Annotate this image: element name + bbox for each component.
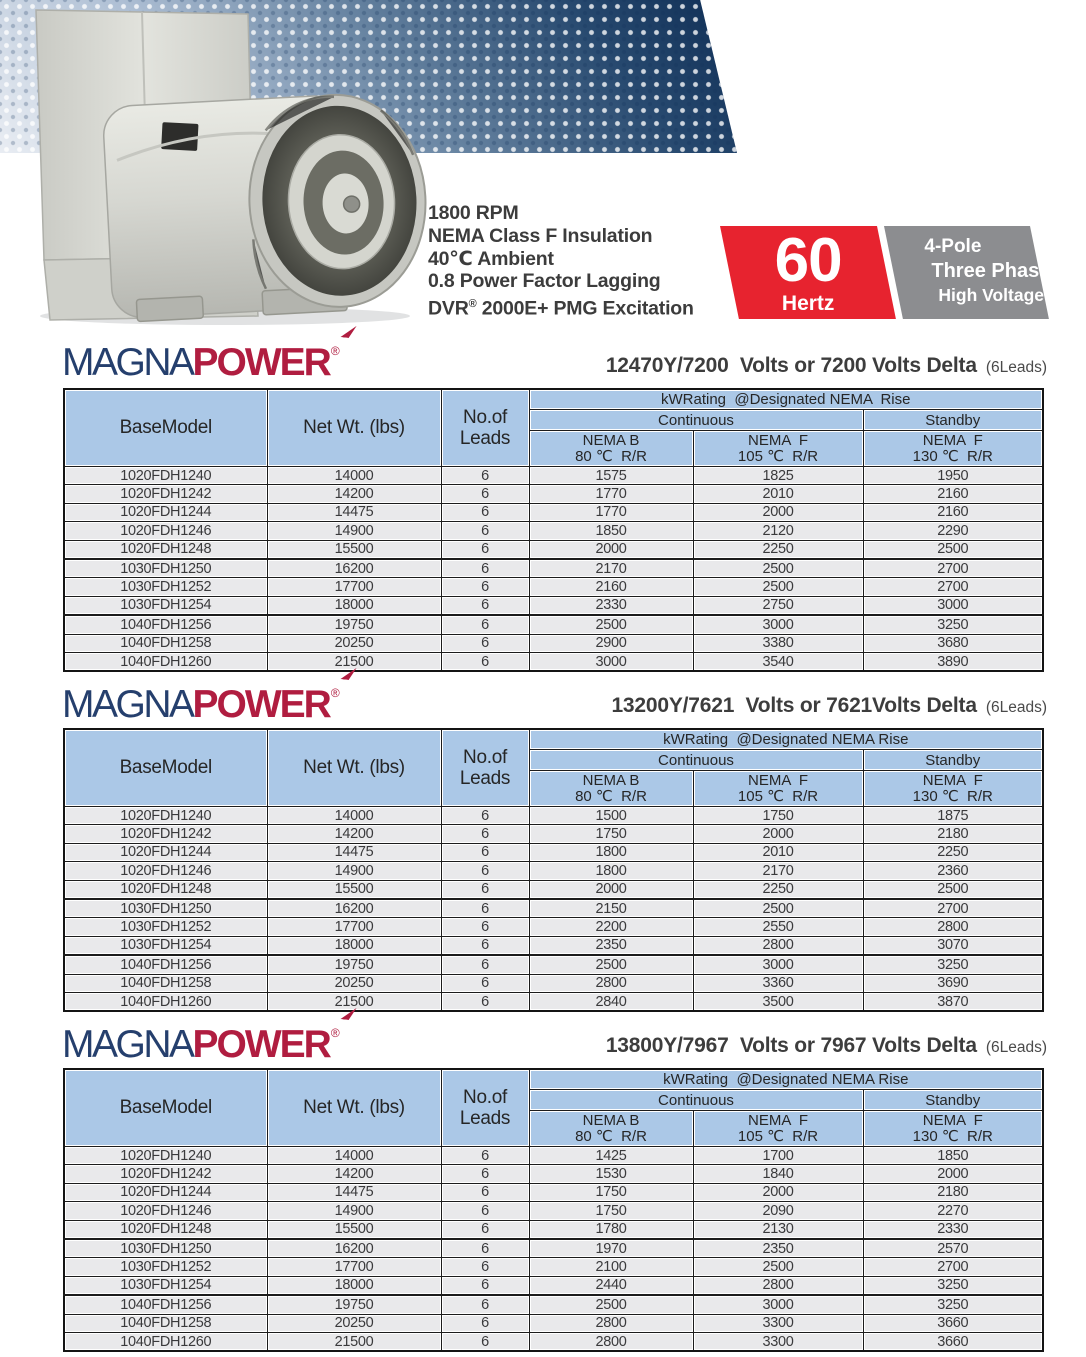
value-cell: 6 [441, 652, 529, 671]
col-header-net-wt: Net Wt. (lbs) [267, 389, 441, 467]
value-cell: 1530 [529, 1165, 693, 1183]
table-row [64, 1332, 1043, 1351]
value-cell: 19750 [267, 1295, 441, 1314]
value-cell: 2330 [529, 596, 693, 615]
value-cell: 1850 [529, 522, 693, 540]
base-model-cell: 1040FDH1256 [64, 615, 267, 634]
value-cell: 1575 [529, 467, 693, 485]
base-model-cell: 1020FDH1240 [64, 807, 267, 825]
table-row [64, 955, 1043, 974]
nema-b-header: NEMA B 80 ℃ R/R [529, 1111, 693, 1147]
value-cell: 6 [441, 974, 529, 992]
value-cell: 6 [441, 578, 529, 596]
value-cell: 6 [441, 955, 529, 974]
value-cell: 14000 [267, 467, 441, 485]
value-cell: 6 [441, 899, 529, 918]
value-cell: 14900 [267, 1202, 441, 1220]
value-cell: 6 [441, 1183, 529, 1201]
table-row [64, 596, 1043, 615]
value-cell: 6 [441, 540, 529, 559]
section-title [606, 354, 1047, 380]
value-cell: 21500 [267, 992, 441, 1011]
value-cell: 2150 [529, 899, 693, 918]
value-cell: 3250 [863, 955, 1043, 974]
value-cell: 6 [441, 918, 529, 936]
spec-line: DVR® 2000E+ PMG Excitation [428, 297, 694, 320]
base-model-cell: 1040FDH1260 [64, 652, 267, 671]
phase-line: Three Phase [931, 260, 1051, 282]
continuous-header: Continuous [529, 410, 863, 431]
value-cell: 2550 [693, 918, 863, 936]
value-cell: 1970 [529, 1239, 693, 1258]
registered-mark: ® [330, 686, 340, 700]
value-cell: 3540 [693, 652, 863, 671]
value-cell: 2800 [529, 1332, 693, 1351]
value-cell: 17700 [267, 578, 441, 596]
value-cell: 15500 [267, 540, 441, 559]
value-cell: 6 [441, 807, 529, 825]
voltage-title: 13200Y/7621 Volts or 7621Volts Delta [611, 694, 977, 717]
value-cell: 6 [441, 596, 529, 615]
value-cell: 2500 [693, 1258, 863, 1276]
value-cell: 21500 [267, 652, 441, 671]
base-model-cell: 1040FDH1258 [64, 634, 267, 652]
col-header-base-model: BaseModel [64, 729, 267, 807]
value-cell: 2180 [863, 1183, 1043, 1201]
table-row [64, 467, 1043, 485]
table-row [64, 559, 1043, 578]
nema-f130-header: NEMA F 130 ℃ R/R [863, 771, 1043, 807]
table-row [64, 503, 1043, 521]
registered-mark: ® [330, 1026, 340, 1040]
value-cell: 2000 [693, 1183, 863, 1201]
value-cell: 16200 [267, 899, 441, 918]
base-model-cell: 1020FDH1248 [64, 540, 267, 559]
value-cell: 2840 [529, 992, 693, 1011]
value-cell: 2100 [529, 1258, 693, 1276]
value-cell: 2500 [693, 578, 863, 596]
magnapower-logo: MAGNA POWER® [62, 1010, 340, 1058]
value-cell: 3890 [863, 652, 1043, 671]
table-row [64, 615, 1043, 634]
base-model-cell: 1040FDH1258 [64, 1314, 267, 1332]
value-cell: 2000 [693, 825, 863, 843]
value-cell: 1825 [693, 467, 863, 485]
value-cell: 15500 [267, 880, 441, 899]
ratings-table-13800 [63, 1068, 1044, 1352]
table-row [64, 825, 1043, 843]
value-cell: 21500 [267, 1332, 441, 1351]
value-cell: 14475 [267, 503, 441, 521]
value-cell: 6 [441, 992, 529, 1011]
value-cell: 3250 [863, 1276, 1043, 1295]
spec-line: NEMA Class F Insulation [428, 224, 653, 247]
value-cell: 2700 [863, 578, 1043, 596]
value-cell: 2160 [863, 503, 1043, 521]
value-cell: 6 [441, 1295, 529, 1314]
value-cell: 17700 [267, 1258, 441, 1276]
value-cell: 1425 [529, 1147, 693, 1165]
base-model-cell: 1030FDH1254 [64, 936, 267, 955]
value-cell: 18000 [267, 1276, 441, 1295]
nema-f105-header: NEMA F 105 ℃ R/R [693, 431, 863, 467]
col-header-leads: No.of Leads [441, 729, 529, 807]
value-cell: 3660 [863, 1332, 1043, 1351]
value-cell: 2800 [863, 918, 1043, 936]
table-row [64, 1147, 1043, 1165]
nema-f130-header: NEMA F 130 ℃ R/R [863, 431, 1043, 467]
table-row [64, 634, 1043, 652]
base-model-cell: 1040FDH1258 [64, 974, 267, 992]
voltage-line: High Voltage [938, 285, 1045, 305]
value-cell: 2800 [529, 974, 693, 992]
value-cell: 2750 [693, 596, 863, 615]
base-model-cell: 1020FDH1244 [64, 503, 267, 521]
base-model-cell: 1030FDH1254 [64, 596, 267, 615]
value-cell: 6 [441, 936, 529, 955]
value-cell: 6 [441, 1165, 529, 1183]
value-cell: 14200 [267, 1165, 441, 1183]
base-model-cell: 1030FDH1250 [64, 559, 267, 578]
value-cell: 2170 [693, 862, 863, 880]
value-cell: 3000 [863, 596, 1043, 615]
base-model-cell: 1040FDH1260 [64, 992, 267, 1011]
table-body [64, 1147, 1043, 1352]
base-model-cell: 1020FDH1244 [64, 843, 267, 861]
table-row [64, 1183, 1043, 1201]
generator-photo [20, 4, 430, 326]
leads-note: (6Leads) [985, 359, 1047, 376]
value-cell: 2350 [693, 1239, 863, 1258]
table-row [64, 974, 1043, 992]
value-cell: 2010 [693, 843, 863, 861]
standby-header: Standby [863, 410, 1043, 431]
value-cell: 2500 [529, 955, 693, 974]
value-cell: 1750 [529, 1202, 693, 1220]
value-cell: 3250 [863, 1295, 1043, 1314]
continuous-header: Continuous [529, 1090, 863, 1111]
value-cell: 20250 [267, 1314, 441, 1332]
table-row [64, 992, 1043, 1011]
value-cell: 2290 [863, 522, 1043, 540]
value-cell: 3300 [693, 1314, 863, 1332]
value-cell: 14900 [267, 522, 441, 540]
value-cell: 2120 [693, 522, 863, 540]
value-cell: 2200 [529, 918, 693, 936]
registered-mark: ® [468, 298, 477, 311]
value-cell: 1770 [529, 485, 693, 503]
value-cell: 3360 [693, 974, 863, 992]
value-cell: 2250 [693, 880, 863, 899]
value-cell: 2000 [693, 503, 863, 521]
value-cell: 14000 [267, 1147, 441, 1165]
value-cell: 14475 [267, 1183, 441, 1201]
table-row [64, 807, 1043, 825]
value-cell: 2270 [863, 1202, 1043, 1220]
value-cell: 6 [441, 825, 529, 843]
kw-rating-header: kWRating @Designated NEMA Rise [529, 1069, 1043, 1090]
table-row [64, 1165, 1043, 1183]
value-cell: 6 [441, 1276, 529, 1295]
nema-b-header: NEMA B 80 ℃ R/R [529, 431, 693, 467]
value-cell: 6 [441, 485, 529, 503]
value-cell: 2360 [863, 862, 1043, 880]
spec-line: 0.8 Power Factor Lagging [428, 270, 661, 293]
value-cell: 2500 [863, 540, 1043, 559]
base-model-cell: 1020FDH1242 [64, 825, 267, 843]
value-cell: 2250 [863, 843, 1043, 861]
value-cell: 1780 [529, 1220, 693, 1239]
value-cell: 6 [441, 634, 529, 652]
table-row [64, 485, 1043, 503]
value-cell: 1750 [529, 1183, 693, 1201]
nema-b-header: NEMA B 80 ℃ R/R [529, 771, 693, 807]
hertz-value: 60 [774, 226, 842, 295]
registered-mark: ® [330, 344, 340, 358]
value-cell: 6 [441, 1202, 529, 1220]
value-cell: 2000 [529, 540, 693, 559]
table-row [64, 862, 1043, 880]
base-model-cell: 1030FDH1250 [64, 899, 267, 918]
table-row [64, 843, 1043, 861]
value-cell: 6 [441, 1314, 529, 1332]
nema-f105-header: NEMA F 105 ℃ R/R [693, 771, 863, 807]
value-cell: 3870 [863, 992, 1043, 1011]
base-model-cell: 1020FDH1248 [64, 880, 267, 899]
ratings-table-13200 [63, 728, 1044, 1012]
magnapower-logo: MAGNA POWER® [62, 670, 340, 718]
col-header-base-model: BaseModel [64, 1069, 267, 1147]
value-cell: 2700 [863, 1258, 1043, 1276]
value-cell: 15500 [267, 1220, 441, 1239]
col-header-net-wt: Net Wt. (lbs) [267, 1069, 441, 1147]
spec-list [428, 202, 728, 320]
value-cell: 20250 [267, 974, 441, 992]
spec-line: 40℃ Ambient [428, 247, 554, 270]
value-cell: 6 [441, 880, 529, 899]
value-cell: 3000 [693, 955, 863, 974]
base-model-cell: 1020FDH1244 [64, 1183, 267, 1201]
value-cell: 2350 [529, 936, 693, 955]
value-cell: 2160 [863, 485, 1043, 503]
base-model-cell: 1030FDH1252 [64, 918, 267, 936]
value-cell: 2800 [693, 936, 863, 955]
value-cell: 1750 [693, 807, 863, 825]
base-model-cell: 1030FDH1250 [64, 1239, 267, 1258]
hertz-label: Hertz [781, 292, 835, 315]
table-row [64, 936, 1043, 955]
value-cell: 2500 [693, 559, 863, 578]
value-cell: 3660 [863, 1314, 1043, 1332]
value-cell: 6 [441, 1332, 529, 1351]
table-row [64, 652, 1043, 671]
base-model-cell: 1020FDH1246 [64, 862, 267, 880]
value-cell: 2500 [529, 1295, 693, 1314]
col-header-net-wt: Net Wt. (lbs) [267, 729, 441, 807]
value-cell: 14200 [267, 485, 441, 503]
base-model-cell: 1020FDH1246 [64, 522, 267, 540]
leads-note: (6Leads) [985, 699, 1047, 716]
value-cell: 2700 [863, 559, 1043, 578]
col-header-leads: No.of Leads [441, 389, 529, 467]
value-cell: 2570 [863, 1239, 1043, 1258]
pole-phase-badge [884, 226, 1049, 319]
value-cell: 2440 [529, 1276, 693, 1295]
flame-icon [340, 324, 356, 338]
table-row [64, 1258, 1043, 1276]
value-cell: 14200 [267, 825, 441, 843]
table-row [64, 1239, 1043, 1258]
value-cell: 2010 [693, 485, 863, 503]
table-row [64, 1276, 1043, 1295]
hertz-badge [720, 226, 896, 319]
value-cell: 3070 [863, 936, 1043, 955]
standby-header: Standby [863, 750, 1043, 771]
value-cell: 6 [441, 522, 529, 540]
value-cell: 2160 [529, 578, 693, 596]
table-body [64, 467, 1043, 672]
value-cell: 2250 [693, 540, 863, 559]
value-cell: 1875 [863, 807, 1043, 825]
value-cell: 1850 [863, 1147, 1043, 1165]
value-cell: 3000 [693, 1295, 863, 1314]
standby-header: Standby [863, 1090, 1043, 1111]
base-model-cell: 1030FDH1252 [64, 578, 267, 596]
section-title [606, 1034, 1047, 1060]
nema-f130-header: NEMA F 130 ℃ R/R [863, 1111, 1043, 1147]
table-row [64, 1295, 1043, 1314]
spec-line: 1800 RPM [428, 202, 519, 224]
value-cell: 6 [441, 559, 529, 578]
value-cell: 1750 [529, 825, 693, 843]
section-title [611, 694, 1047, 720]
table-row [64, 1220, 1043, 1239]
value-cell: 3690 [863, 974, 1043, 992]
base-model-cell: 1040FDH1256 [64, 955, 267, 974]
value-cell: 6 [441, 843, 529, 861]
value-cell: 1700 [693, 1147, 863, 1165]
value-cell: 14475 [267, 843, 441, 861]
col-header-base-model: BaseModel [64, 389, 267, 467]
base-model-cell: 1030FDH1254 [64, 1276, 267, 1295]
kw-rating-header: kWRating @Designated NEMA Rise [529, 389, 1043, 410]
value-cell: 3380 [693, 634, 863, 652]
value-cell: 19750 [267, 615, 441, 634]
value-cell: 6 [441, 503, 529, 521]
continuous-header: Continuous [529, 750, 863, 771]
pole-line: 4-Pole [924, 236, 982, 257]
value-cell: 6 [441, 1220, 529, 1239]
kw-rating-header: kWRating @Designated NEMA Rise [529, 729, 1043, 750]
ratings-table-12470 [63, 388, 1044, 672]
nema-f105-header: NEMA F 105 ℃ R/R [693, 1111, 863, 1147]
value-cell: 18000 [267, 596, 441, 615]
value-cell: 6 [441, 467, 529, 485]
value-cell: 1950 [863, 467, 1043, 485]
value-cell: 6 [441, 615, 529, 634]
table-row [64, 578, 1043, 596]
base-model-cell: 1040FDH1256 [64, 1295, 267, 1314]
base-model-cell: 1020FDH1240 [64, 1147, 267, 1165]
value-cell: 3680 [863, 634, 1043, 652]
value-cell: 3000 [693, 615, 863, 634]
value-cell: 6 [441, 1258, 529, 1276]
value-cell: 1840 [693, 1165, 863, 1183]
value-cell: 14900 [267, 862, 441, 880]
value-cell: 2130 [693, 1220, 863, 1239]
value-cell: 1800 [529, 862, 693, 880]
base-model-cell: 1020FDH1242 [64, 1165, 267, 1183]
base-model-cell: 1020FDH1248 [64, 1220, 267, 1239]
value-cell: 2500 [693, 899, 863, 918]
value-cell: 19750 [267, 955, 441, 974]
value-cell: 6 [441, 862, 529, 880]
value-cell: 2170 [529, 559, 693, 578]
table-row [64, 1314, 1043, 1332]
value-cell: 2800 [529, 1314, 693, 1332]
table-row [64, 522, 1043, 540]
value-cell: 2700 [863, 899, 1043, 918]
value-cell: 1800 [529, 843, 693, 861]
value-cell: 14000 [267, 807, 441, 825]
value-cell: 2900 [529, 634, 693, 652]
value-cell: 18000 [267, 936, 441, 955]
base-model-cell: 1020FDH1240 [64, 467, 267, 485]
value-cell: 3300 [693, 1332, 863, 1351]
magnapower-logo: MAGNA POWER® [62, 328, 340, 376]
value-cell: 2500 [863, 880, 1043, 899]
table-row [64, 880, 1043, 899]
value-cell: 16200 [267, 1239, 441, 1258]
value-cell: 2800 [693, 1276, 863, 1295]
leads-note: (6Leads) [985, 1039, 1047, 1056]
value-cell: 2330 [863, 1220, 1043, 1239]
table-row [64, 1202, 1043, 1220]
value-cell: 2180 [863, 825, 1043, 843]
value-cell: 1500 [529, 807, 693, 825]
value-cell: 16200 [267, 559, 441, 578]
value-cell: 17700 [267, 918, 441, 936]
value-cell: 2090 [693, 1202, 863, 1220]
value-cell: 3000 [529, 652, 693, 671]
table-row [64, 918, 1043, 936]
value-cell: 20250 [267, 634, 441, 652]
value-cell: 2000 [529, 880, 693, 899]
base-model-cell: 1020FDH1246 [64, 1202, 267, 1220]
value-cell: 1770 [529, 503, 693, 521]
value-cell: 2500 [529, 615, 693, 634]
value-cell: 6 [441, 1147, 529, 1165]
col-header-leads: No.of Leads [441, 1069, 529, 1147]
table-row [64, 899, 1043, 918]
value-cell: 6 [441, 1239, 529, 1258]
voltage-title: 13800Y/7967 Volts or 7967 Volts Delta [605, 1034, 977, 1057]
voltage-title: 12470Y/7200 Volts or 7200 Volts Delta [605, 354, 977, 377]
base-model-cell: 1040FDH1260 [64, 1332, 267, 1351]
table-body [64, 807, 1043, 1012]
table-row [64, 540, 1043, 559]
value-cell: 2000 [863, 1165, 1043, 1183]
value-cell: 3250 [863, 615, 1043, 634]
value-cell: 3500 [693, 992, 863, 1011]
base-model-cell: 1020FDH1242 [64, 485, 267, 503]
base-model-cell: 1030FDH1252 [64, 1258, 267, 1276]
